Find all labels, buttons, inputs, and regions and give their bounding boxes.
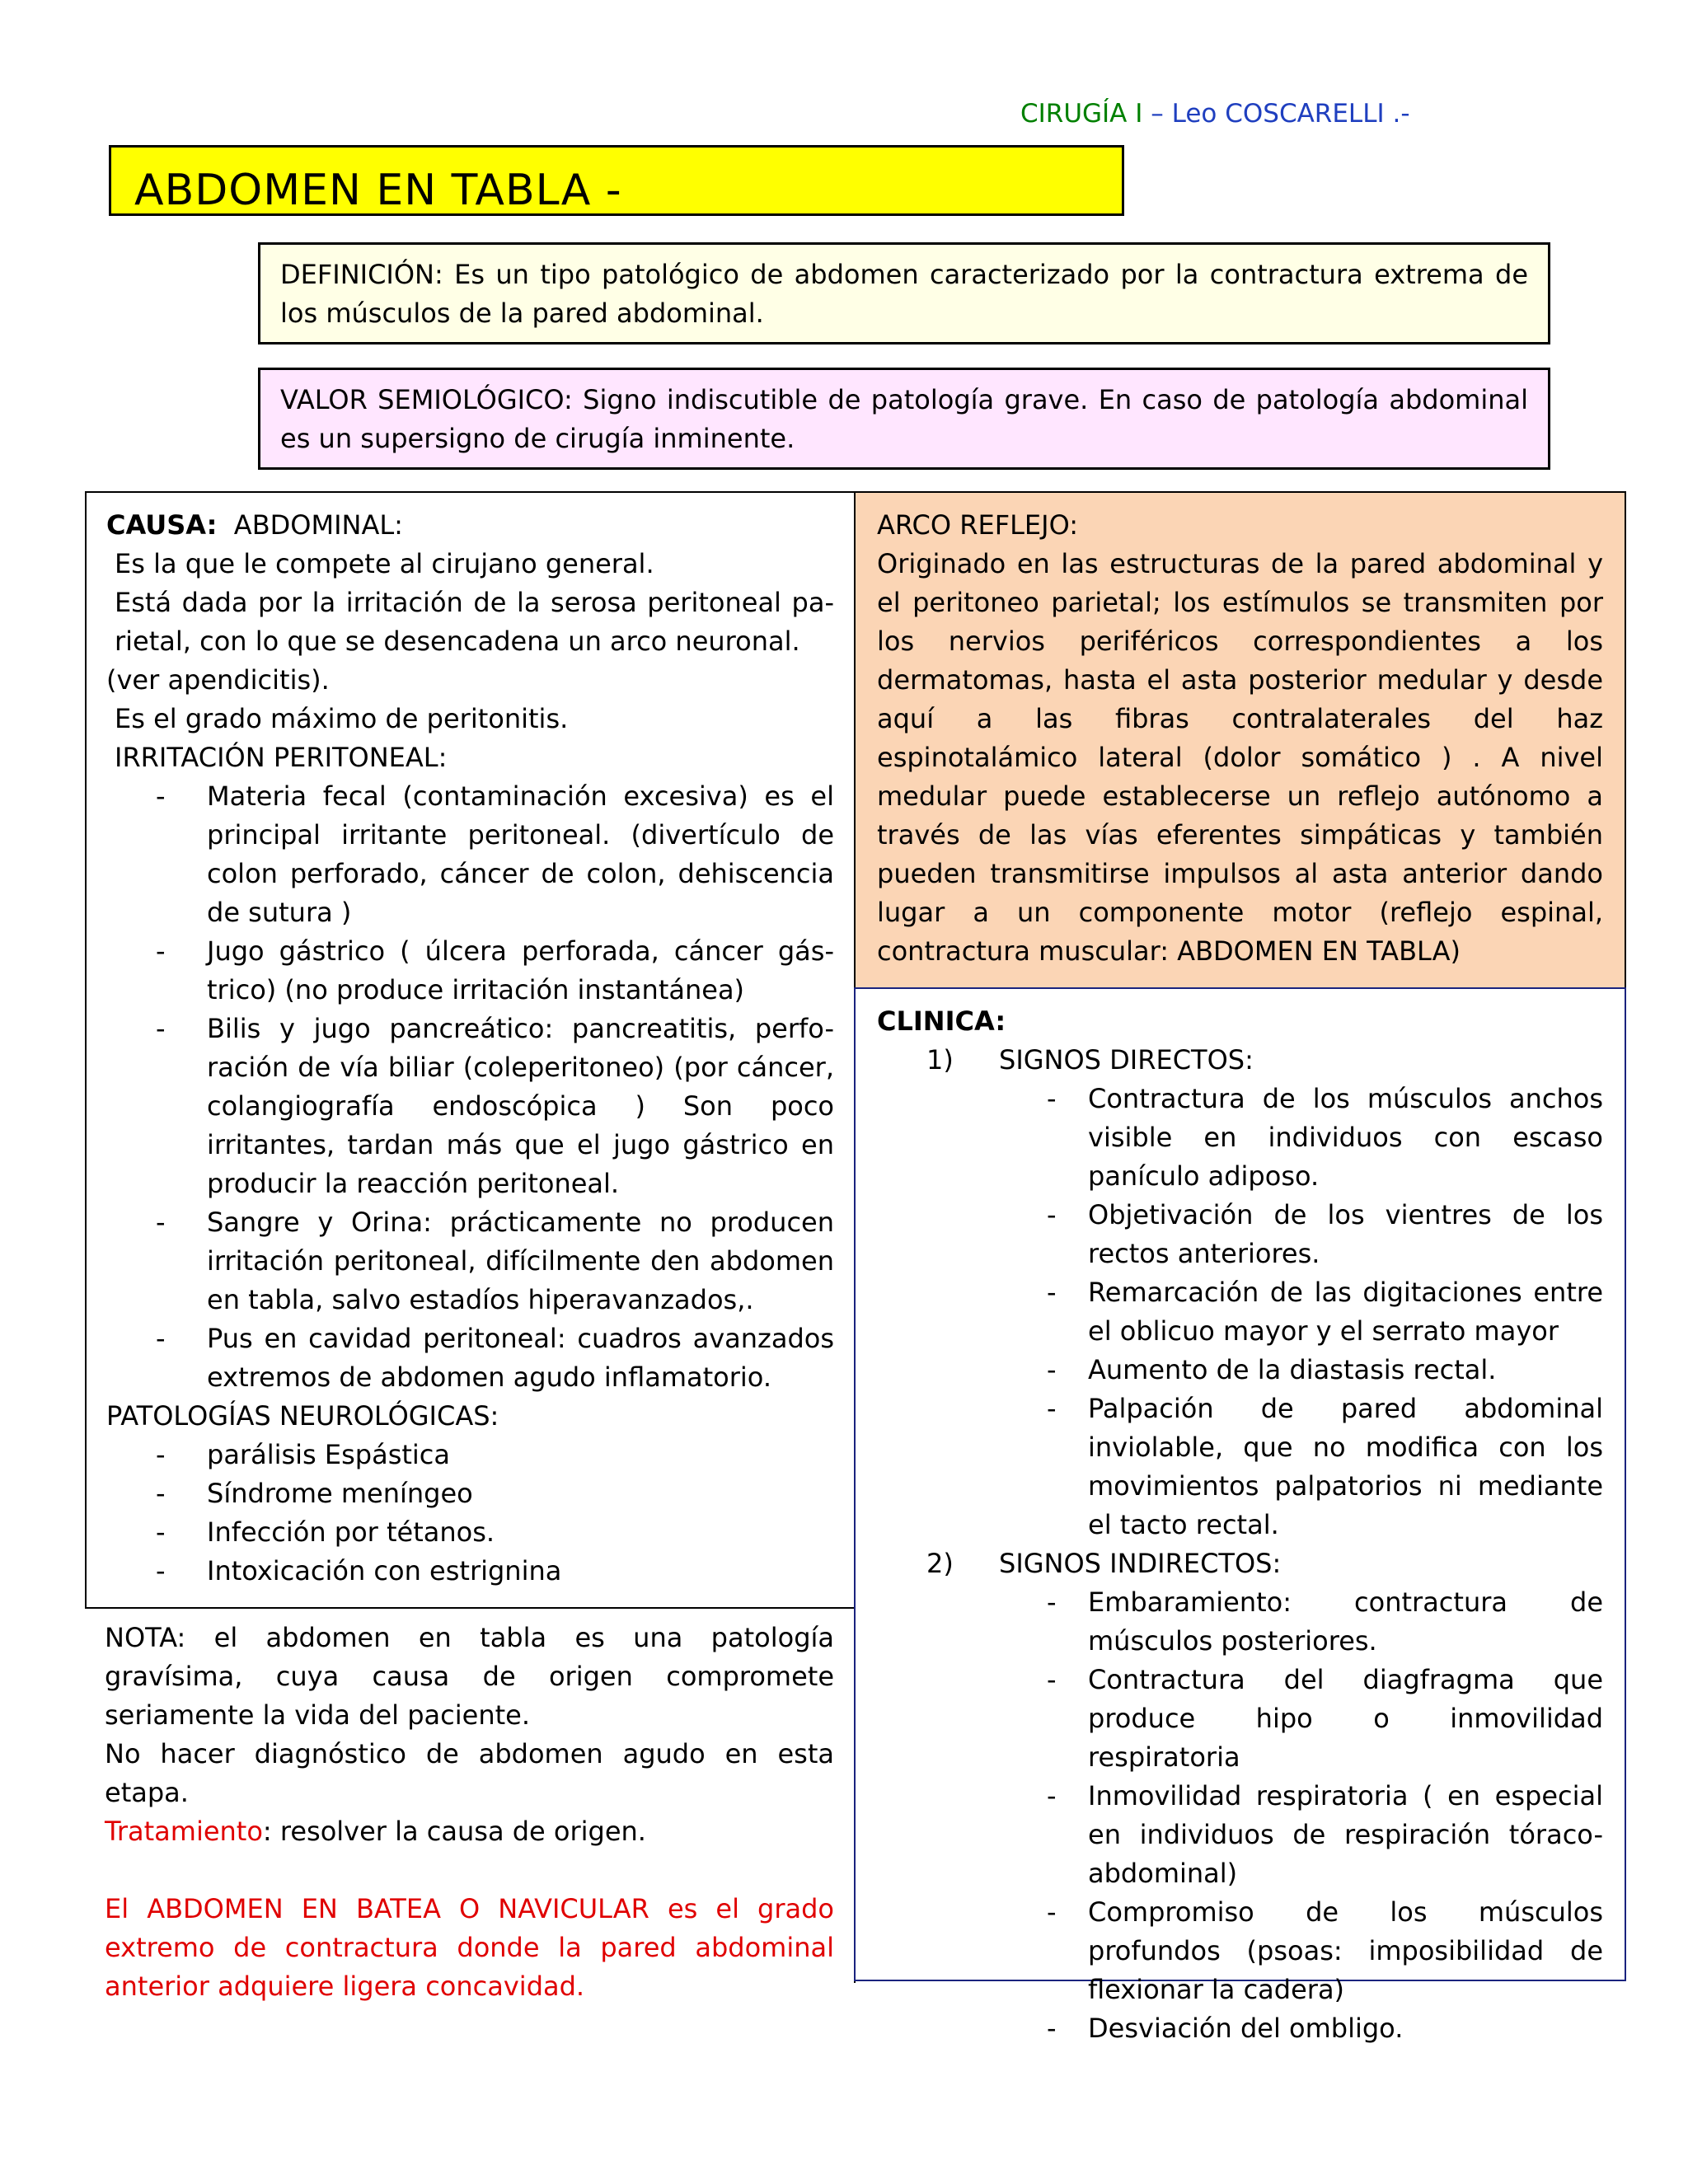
- cause-line: Está dada por la irritación de la serosa peritoneal pa-rietal, con lo que se desencadena un arco neuronal.: [115, 587, 834, 657]
- cause-box: [85, 491, 856, 1609]
- indirect-signs-label: SIGNOS INDIRECTOS:: [999, 1548, 1282, 1579]
- treatment-line: [105, 1812, 834, 1851]
- list-item: - Materia fecal (contaminación excesiva) es el principal irritante peritoneal. (divertículo de colon perforado, cáncer de colon, dehiscencia de sutura ): [106, 777, 834, 932]
- page-title: ABDOMEN EN TABLA -: [134, 166, 622, 215]
- definition-box: [258, 242, 1550, 344]
- indirect-signs-list: [877, 1583, 1603, 2048]
- list-item: - Aumento de la diastasis rectal.: [877, 1351, 1603, 1390]
- indirect-signs-number: 2): [926, 1548, 954, 1579]
- cause-label: CAUSA:: [106, 509, 218, 541]
- list-item: - Inmovilidad respiratoria ( en especial en individuos de respiración tóraco-abdominal): [877, 1777, 1603, 1893]
- treatment-label: Tratamiento: [105, 1816, 263, 1847]
- batea-note: El ABDOMEN EN BATEA O NAVICULAR es el grado extremo de contractura donde la pared abdominal anterior adquiere ligera concavidad.: [105, 1893, 834, 2002]
- list-item: - Contractura de los músculos anchos visible en individuos con escaso panículo adiposo.: [877, 1080, 1603, 1196]
- list-item: - Infección por tétanos.: [106, 1513, 834, 1552]
- list-item: - Pus en cavidad peritoneal: cuadros avanzados extremos de abdomen agudo inflamatorio.: [106, 1319, 834, 1397]
- list-item: - Síndrome meníngeo: [106, 1474, 834, 1513]
- header-separator: –: [1151, 99, 1164, 129]
- semiologic-value-text: VALOR SEMIOLÓGICO: Signo indiscutible de patología grave. En caso de patología abdominal es un supersigno de cirugía inminente.: [280, 384, 1528, 454]
- direct-signs-number: 1): [926, 1044, 954, 1076]
- indirect-signs-heading: [877, 1544, 1603, 1583]
- list-item: - Bilis y jugo pancreático: pancreatitis, perfo-ración de vía biliar (coleperitoneo) (por cáncer, colangiografía endoscópica ) Son poco irritantes, tardan más que el jugo gástrico en producir la reacción peritoneal.: [106, 1010, 834, 1203]
- reflex-arc-box: [854, 491, 1626, 989]
- list-item: - Objetivación de los vientres de los rectos anteriores.: [877, 1196, 1603, 1273]
- cause-heading: [106, 506, 834, 545]
- list-item: - parálisis Espástica: [106, 1436, 834, 1474]
- neuro-list: [106, 1436, 834, 1591]
- course-name: CIRUGÍA I: [1020, 99, 1143, 129]
- cause-line: Es la que le compete al cirujano general.: [115, 548, 654, 579]
- list-item: - Embaramiento: contractura de músculos posteriores.: [877, 1583, 1603, 1661]
- cause-line: (ver apendicitis).: [106, 664, 330, 696]
- list-item: - Remarcación de las digitaciones entre el oblicuo mayor y el serrato mayor: [877, 1273, 1603, 1351]
- clinical-heading: CLINICA:: [877, 1005, 1006, 1037]
- direct-signs-heading: [877, 1041, 1603, 1080]
- cause-line: Es el grado máximo de peritonitis.: [115, 703, 569, 734]
- list-item: - Contractura del diagfragma que produce hipo o inmovilidad respiratoria: [877, 1661, 1603, 1777]
- list-item: - Compromiso de los músculos profundos (psoas: imposibilidad de flexionar la cadera): [877, 1893, 1603, 2009]
- treatment-text: : resolver la causa de origen.: [262, 1816, 646, 1847]
- reflex-arc-heading: ARCO REFLEJO:: [877, 509, 1078, 541]
- definition-text: DEFINICIÓN: Es un tipo patológico de abdomen caracterizado por la contractura extrema de los músculos de la pared abdominal.: [280, 259, 1528, 329]
- note-text: NOTA: el abdomen en tabla es una patología gravísima, cuya causa de origen compromete seriamente la vida del paciente.: [105, 1622, 834, 1731]
- title-box: [109, 145, 1124, 216]
- note-line: No hacer diagnóstico de abdomen agudo en esta etapa.: [105, 1738, 834, 1808]
- list-item: - Desviación del ombligo.: [877, 2009, 1603, 2048]
- cause-type: ABDOMINAL:: [233, 509, 403, 541]
- list-item: - Jugo gástrico ( úlcera perforada, cáncer gás-trico) (no produce irritación instantánea): [106, 932, 834, 1010]
- list-item: - Sangre y Orina: prácticamente no producen irritación peritoneal, difícilmente den abdomen en tabla, salvo estadíos hiperavanzados,.: [106, 1203, 834, 1319]
- direct-signs-list: [877, 1080, 1603, 1544]
- direct-signs-label: SIGNOS DIRECTOS:: [999, 1044, 1254, 1076]
- reflex-arc-text: Originado en las estructuras de la pared abdominal y el peritoneo parietal; los estímulos se transmiten por los nervios periféricos correspondientes a los dermatomas, hasta el asta posterior medular y desde aquí a las fibras contralaterales del haz espinotalámico lateral (dolor somático ) . A nivel medular puede establecerse un reflejo autónomo a través de las vías eferentes simpáticas y también pueden transmitirse impulsos al asta anterior dando lugar a un componente motor (reflejo espinal, contractura muscular: ABDOMEN EN TABLA): [877, 548, 1603, 967]
- cause-line: IRRITACIÓN PERITONEAL:: [115, 742, 448, 773]
- irritants-list: [106, 777, 834, 1397]
- semiologic-value-box: [258, 368, 1550, 470]
- note-section: [85, 1607, 856, 2002]
- page-header: [1020, 99, 1410, 129]
- list-item: - Palpación de pared abdominal inviolable, que no modifica con los movimientos palpatorios ni mediante el tacto rectal.: [877, 1390, 1603, 1544]
- neuro-heading: PATOLOGÍAS NEUROLÓGICAS:: [106, 1400, 499, 1432]
- author-name: Leo COSCARELLI .-: [1171, 99, 1410, 129]
- list-item: - Intoxicación con estrignina: [106, 1552, 834, 1591]
- clinical-box: [854, 987, 1626, 2044]
